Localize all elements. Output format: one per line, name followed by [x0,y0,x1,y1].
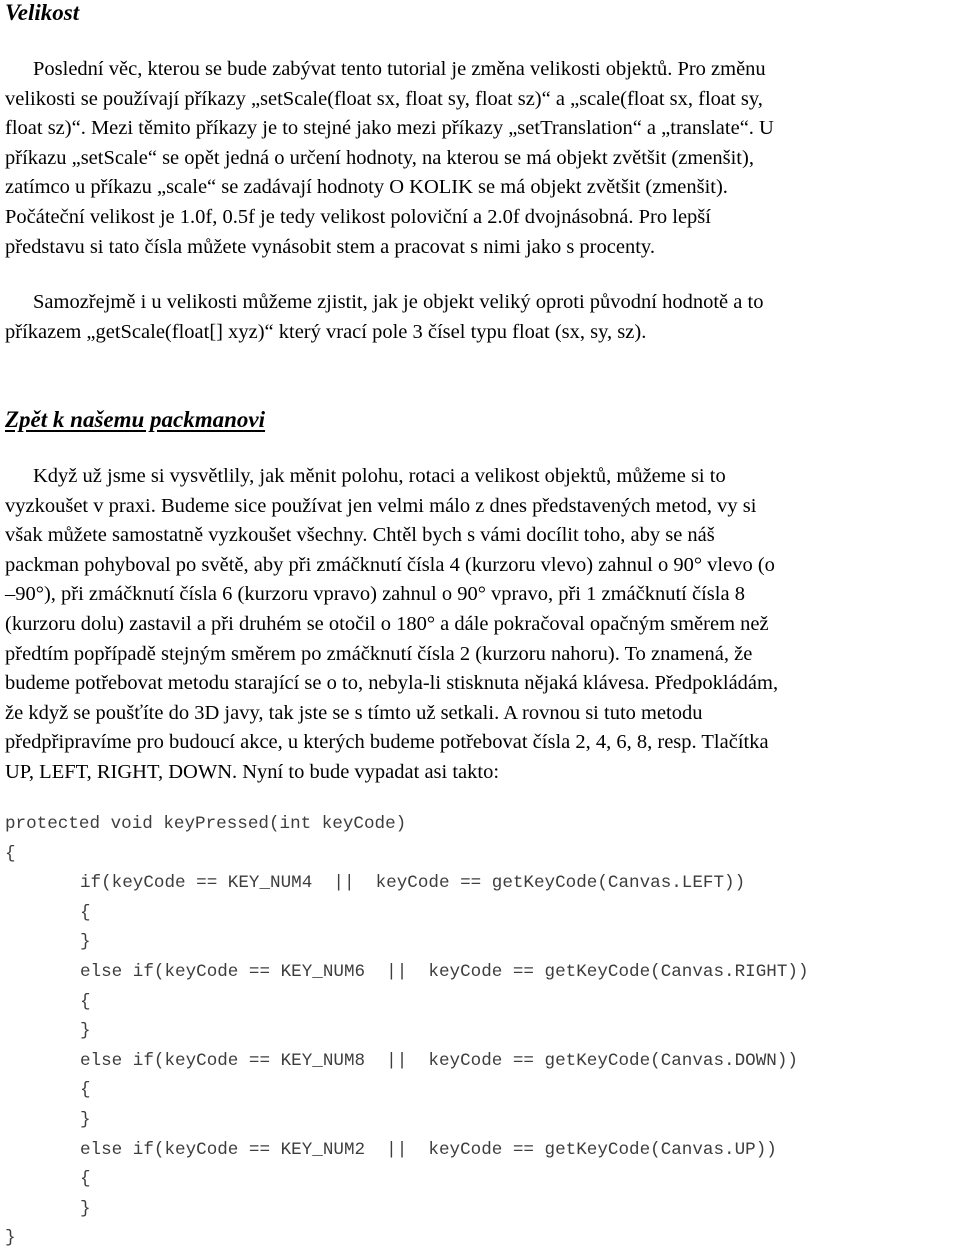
code-block [5,810,955,1254]
code-line: { [80,902,91,923]
text-line: předtím popřípadě stejným směrem po zmáčknutí čísla 2 (kurzoru nahoru). To znamená, že [5,642,753,665]
text-line: –90°), při zmáčknutí čísla 6 (kurzoru vpravo) zahnul o 90° vpravo, při 1 zmáčknutí čísla 8 [5,583,745,606]
text-line: budeme potřebovat metodu starající se o to, nebyla-li stisknuta nějaká klávesa. Předpokládám, [5,672,779,695]
section-heading-packman: Zpět k našemu packmanovi [5,407,266,432]
code-line: } [80,1021,91,1042]
paragraph-packman [5,462,955,788]
code-line: } [80,1109,91,1130]
text-line: představu si tato čísla můžete vynásobit stem a pracovat s nimi jako s procenty. [5,235,655,258]
text-line: příkazu „setScale“ se opět jedná o určení hodnoty, na kterou se má objekt zvětšit (zmenšit), [5,146,754,169]
code-line: } [80,932,91,953]
text-line: (kurzoru dolu) zastavil a při druhém se otočil o 180° a dále pokračoval opačným směrem než [5,612,769,635]
code-line: } [80,1198,91,1219]
text-line: float sz)“. Mezi těmito příkazy je to stejné jako mezi příkazy „setTranslation“ a „translate“. U [5,117,774,140]
text-line: že když se poušťíte do 3D javy, tak jste se s tímto už setkali. A rovnou si tuto metodu [5,701,703,724]
text-line: UP, LEFT, RIGHT, DOWN. Nyní to bude vypadat asi takto: [5,760,500,783]
paragraph-get-scale [5,288,955,347]
text-line: však můžete samostatně vyzkoušet všechny. Chtěl bych s vámi docílit toho, aby se náš [5,524,715,547]
code-line: { [80,1169,91,1190]
text-line: Samozřejmě i u velikosti můžeme zjistit, jak je objekt veliký oproti původní hodnotě a to [33,291,764,313]
code-line: if(keyCode == KEY_NUM4 || keyCode == getKeyCode(Canvas.LEFT)) [80,873,746,894]
text-line: příkazem „getScale(float[] xyz)“ který vrací pole 3 čísel typu float (sx, sy, sz). [5,320,647,343]
code-line: { [80,991,91,1012]
code-line: protected void keyPressed(int keyCode) [5,814,407,834]
text-line: Když už jsme si vysvětlily, jak měnit polohu, rotaci a velikost objektů, můžeme si to [33,465,726,487]
text-line: velikosti se používají příkazy „setScale(float sx, float sy, float sz)“ a „scale(float sx, float sy, [5,87,763,110]
text-line: Počáteční velikost je 1.0f, 0.5f je tedy velikost poloviční a 2.0f dvojnásobná. Pro lepší [5,205,711,228]
section-heading-velikost: Velikost [5,0,80,25]
code-line: else if(keyCode == KEY_NUM2 || keyCode == getKeyCode(Canvas.UP)) [80,1139,777,1160]
code-line: } [5,1228,16,1249]
code-line: else if(keyCode == KEY_NUM6 || keyCode == getKeyCode(Canvas.RIGHT)) [80,961,809,982]
text-line: zatímco u příkazu „scale“ se zadávají hodnoty O KOLIK se má objekt zvětšit (zmenšit). [5,176,728,199]
text-line: vyzkoušet v praxi. Budeme sice používat jen velmi málo z dnes představených metod, vy si [5,494,757,517]
code-line: else if(keyCode == KEY_NUM8 || keyCode == getKeyCode(Canvas.DOWN)) [80,1050,798,1071]
text-line: Poslední věc, kterou se bude zabývat tento tutorial je změna velikosti objektů. Pro změnu [33,58,766,80]
text-line: předpřipravíme pro budoucí akce, u kterých budeme potřebovat čísla 2, 4, 6, 8, resp. Tlačítka [5,731,769,754]
code-line: { [5,843,16,864]
paragraph-scale-intro [5,55,955,262]
code-line: { [80,1080,91,1101]
text-line: packman pohyboval po světě, aby při zmáčknutí čísla 4 (kurzoru vlevo) zahnul o 90° vlevo (o [5,553,775,576]
